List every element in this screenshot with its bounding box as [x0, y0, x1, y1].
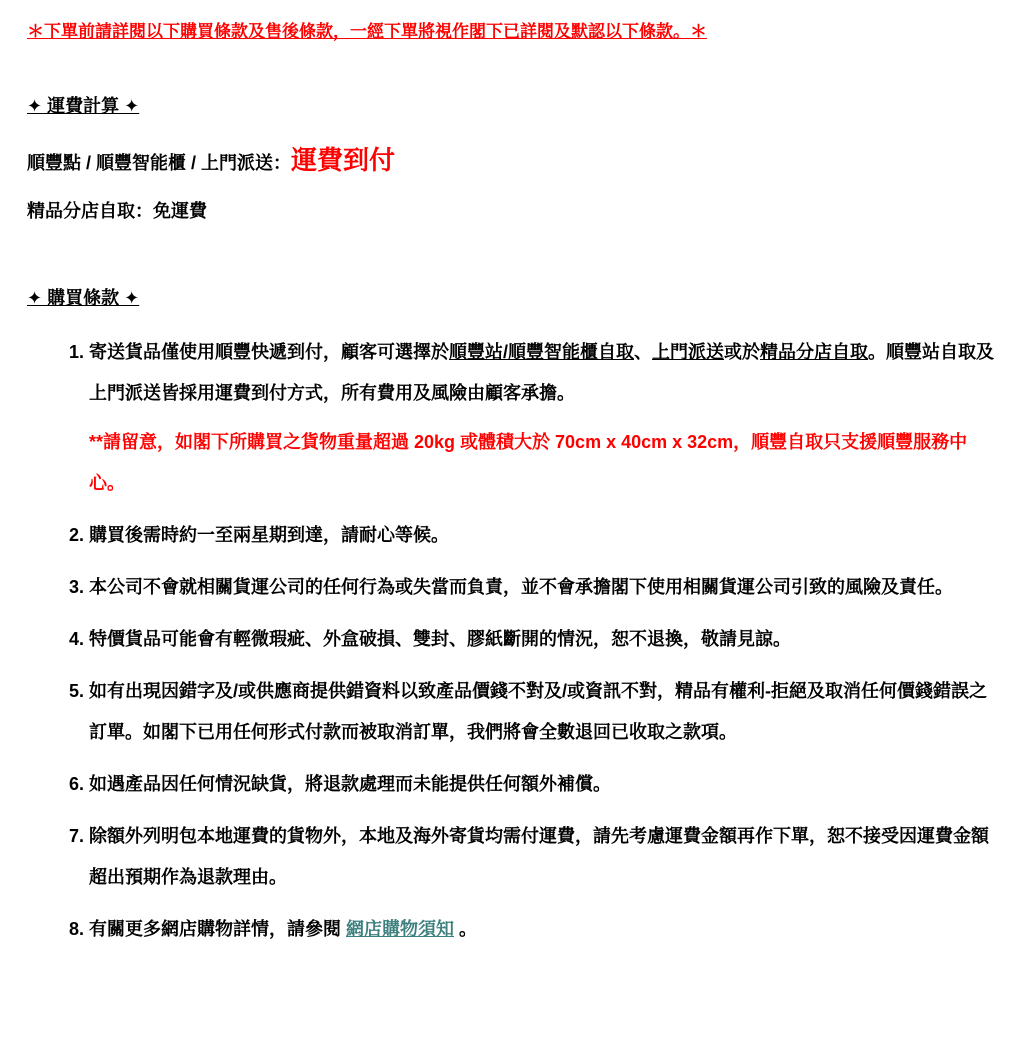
store-pickup-line: 精品分店自取：免運費 [27, 201, 207, 221]
shipping-options-label: 順豐點 / 順豐智能櫃 / 上門派送： [27, 153, 292, 173]
term-1-store-pickup-underline: 精品分店自取 [760, 342, 868, 362]
term-1-weight-limit-warning: **請留意，如閣下所購買之貨物重量超過 20kg 或體積大於 70cm x 40cm x 32cm，順豐自取只支援順豐服務中心。 [89, 432, 968, 493]
term-item-2 [89, 515, 996, 556]
term-2-text: 2. 購買後需時約一至兩星期到達，請耐心等候。 [89, 525, 449, 545]
terms-list [27, 332, 996, 950]
term-1-seg-7: 。順豐站自取及上門派送皆採用運費到付方式，所有費用及風險由顧客承擔。 [89, 342, 994, 403]
term-item-1 [89, 332, 996, 504]
term-8-seg-2: 。 [454, 919, 478, 939]
term-item-4 [89, 619, 996, 660]
term-item-6 [89, 764, 996, 805]
term-8-seg-1: 有關更多網店購物詳情，請參閱 [89, 919, 346, 939]
term-1-sf-station-underline: 順豐站/順豐智能櫃自取 [449, 342, 634, 362]
term-1-seg-3: 、 [634, 342, 652, 362]
term-5-text: 5. 如有出現因錯字及/或供應商提供錯資料以致產品價錢不對及/或資訊不對，精品有權利-拒絕及取消任何價錢錯誤之訂單。如閣下已用任何形式付款而被取消訂單，我們將會全數退回已收取之款項。 [89, 681, 987, 742]
freight-collect-value: 運費到付 [291, 145, 396, 175]
term-item-7 [89, 816, 996, 898]
term-item-8 [89, 909, 996, 950]
term-item-5 [89, 671, 996, 753]
term-1-door-delivery-underline: 上門派送 [652, 342, 724, 362]
shipping-options-line [27, 143, 996, 180]
term-3-text: 3. 本公司不會就相關貨運公司的任何行為或失當而負責，並不會承擔閣下使用相關貨運公司引致的風險及責任。 [89, 577, 953, 597]
term-7-text: 7. 除額外列明包本地運費的貨物外，本地及海外寄貨均需付運費，請先考慮運費金額再作下單，恕不接受因運費金額超出預期作為退款理由。 [89, 826, 989, 887]
term-item-3 [89, 567, 996, 608]
purchase-terms-heading: ✦ 購買條款 ✦ [27, 288, 140, 308]
term-1-seg-5: 或於 [724, 342, 760, 362]
pre-order-warning: ＊下單前請詳閱以下購買條款及售後條款，一經下單將視作閣下已詳閱及默認以下條款。＊ [27, 22, 707, 41]
term-8-text [89, 909, 996, 950]
term-1-seg-1: 寄送貨品僅使用順豐快遞到付，顧客可選擇於 [89, 342, 449, 362]
term-6-text: 6. 如遇產品因任何情況缺貨，將退款處理而未能提供任何額外補償。 [89, 774, 611, 794]
shop-guide-link[interactable]: 網店購物須知 [346, 919, 454, 939]
purchase-terms-page [27, 18, 996, 950]
term-4-text: 4. 特價貨品可能會有輕微瑕疵、外盒破損、雙封、膠紙斷開的情況，恕不退換，敬請見諒。 [89, 629, 791, 649]
shipping-fee-heading: ✦ 運費計算 ✦ [27, 96, 140, 116]
term-1-text [89, 332, 996, 414]
